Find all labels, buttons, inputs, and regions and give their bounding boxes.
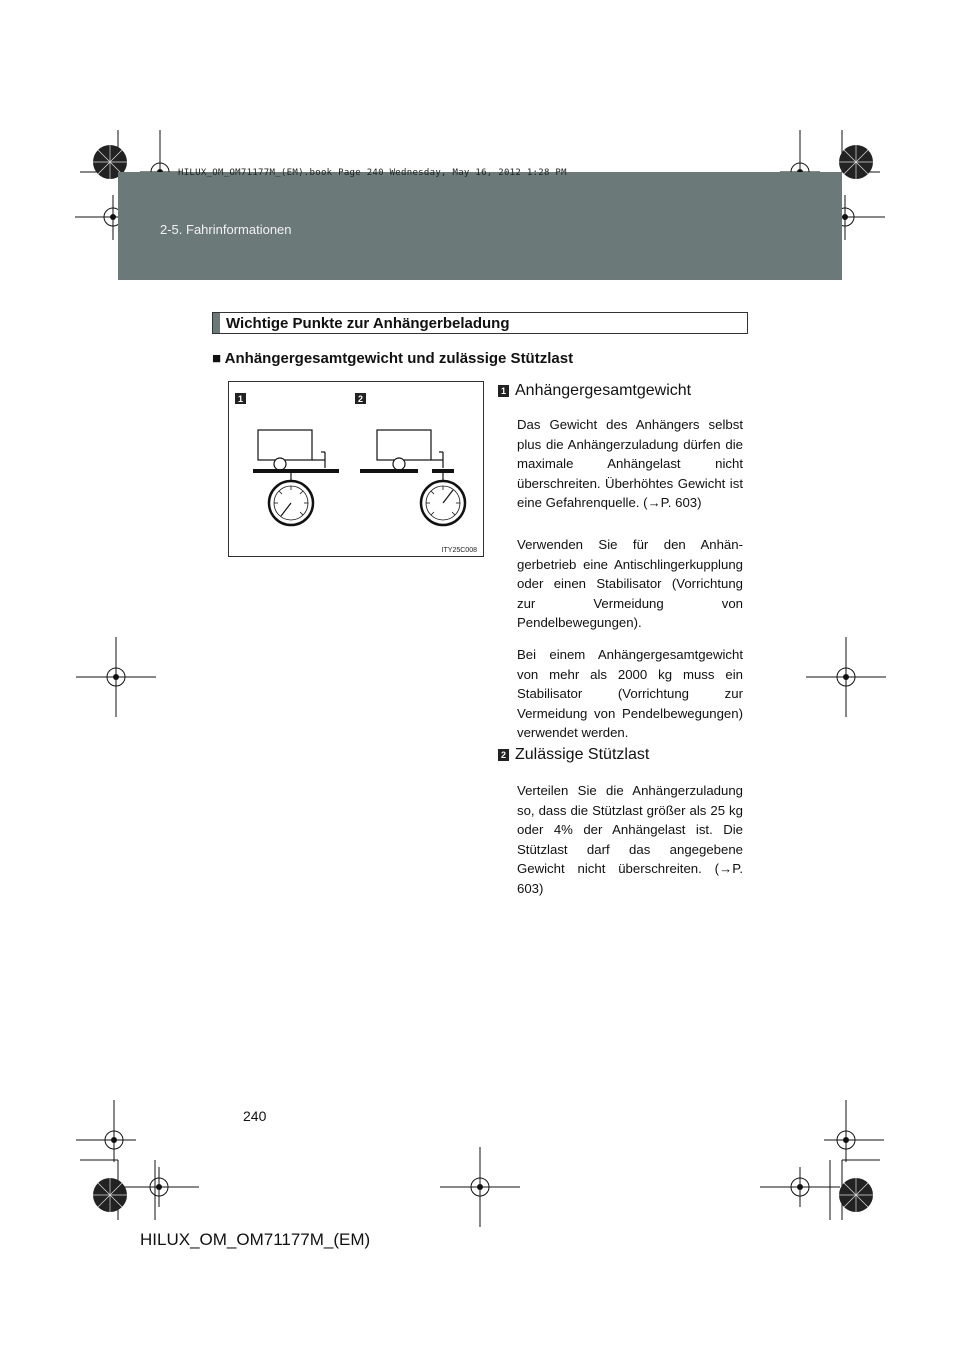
item-1-paragraph-1: Das Gewicht des Anhängers selbst plus die Anhängerzuladung dürfen die maximale Anhängelast nicht überschreiten. Überhöhtes Gewicht ist eine Gefahrenquelle. (→P. 603) (517, 417, 743, 511)
item-1-badge: 1 (498, 385, 509, 397)
item-2-heading (498, 746, 649, 764)
item-2-title: Zulässige Stützlast (515, 746, 650, 763)
subheading (212, 350, 573, 367)
item-1-paragraph-2: Verwenden Sie für den Anhängerbetrieb eine Antischlingerkupplung oder einen Stabilisator (Vorrichtung zur Vermeidung von Pendelbewegungen). (517, 537, 743, 631)
document-id: HILUX_OM_OM71177M_(EM) (140, 1230, 371, 1249)
ground-right (360, 469, 418, 473)
trailer-left (258, 430, 325, 470)
section-title-bar (213, 313, 220, 333)
item-2-badge: 2 (498, 749, 509, 761)
figure-label-2: 2 (357, 394, 364, 404)
subheading-text: Anhängergesamtgewicht und zulässige Stützlast (224, 350, 574, 367)
scale-platform-left (253, 469, 339, 473)
scale-dial-left (269, 481, 313, 525)
item-1-heading (498, 382, 691, 400)
scale-platform-right (432, 469, 454, 473)
page-number: 240 (243, 1108, 267, 1124)
item-1-title: Anhängergesamtgewicht (515, 382, 692, 399)
figure-label-1: 1 (237, 394, 244, 404)
figure-code: ITY25C008 (441, 547, 477, 554)
scale-dial-right (421, 481, 465, 525)
item-1-paragraph-3: Bei einem Anhängergesamtgewicht von mehr als 2000 kg muss ein Stabilisator (Vorrichtung zur Vermeidung von Pendelbewegungen) verwendet werden. (517, 647, 743, 741)
trailer-scale-figure (228, 381, 484, 557)
header-section-title: 2-5. Fahrinformationen (160, 222, 292, 237)
section-title-box (212, 312, 748, 334)
section-title: Wichtige Punkte zur Anhängerbeladung (226, 315, 510, 332)
trailer-scale-illustration (229, 382, 483, 556)
square-bullet-icon: ■ (212, 350, 225, 367)
print-stamp: HILUX_OM_OM71177M_(EM).book Page 240 Wednesday, May 16, 2012 1:28 PM (178, 168, 567, 178)
item-2-paragraph-1: Verteilen Sie die Anhängerzuladung so, dass die Stützlast größer als 25 kg oder 4% der Anhängelast ist. Die Stützlast darf das angegebene Gewicht nicht überschreiten. (→P. 603) (517, 783, 743, 896)
trailer-right (377, 430, 443, 470)
